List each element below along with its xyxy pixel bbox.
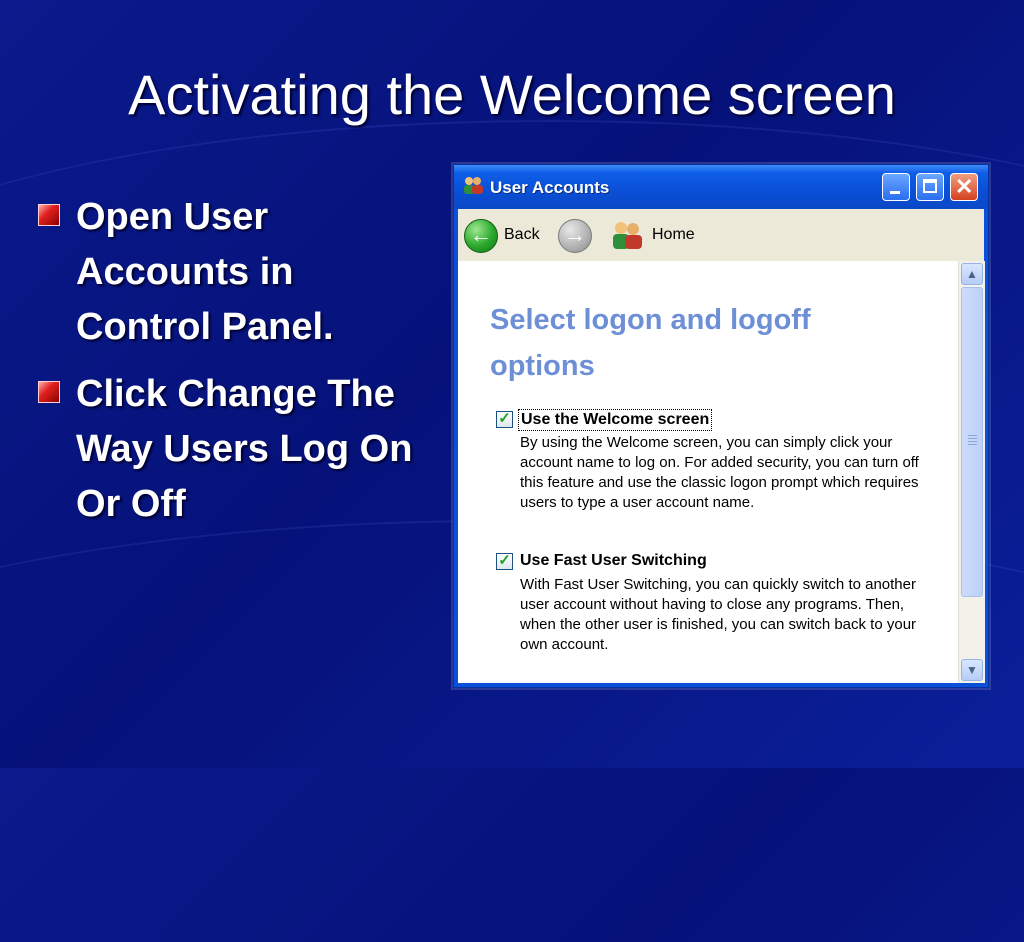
back-button-label[interactable]: Back xyxy=(504,226,540,243)
back-arrow-icon[interactable]: ← xyxy=(464,219,498,253)
fast-user-switching-label[interactable]: Use Fast User Switching xyxy=(520,552,707,569)
home-users-icon[interactable] xyxy=(610,219,644,251)
window-title: User Accounts xyxy=(490,178,610,197)
page-heading xyxy=(490,297,910,389)
bullet-text: Open User Accounts in Control Panel. xyxy=(76,196,334,348)
welcome-screen-checkbox[interactable]: ✓ xyxy=(496,411,513,428)
close-button[interactable] xyxy=(950,173,978,201)
maximize-icon xyxy=(923,179,937,193)
maximize-button[interactable] xyxy=(916,173,944,201)
scroll-thumb[interactable] xyxy=(961,287,983,597)
window-content xyxy=(458,261,958,683)
user-accounts-icon xyxy=(462,175,484,195)
home-button-label[interactable]: Home xyxy=(652,226,695,243)
window-toolbar xyxy=(458,209,984,262)
bullet-text: Click Change The Way Users Log On Or Off xyxy=(76,373,413,525)
bullet-square-icon xyxy=(38,381,60,403)
welcome-screen-label[interactable]: Use the Welcome screen xyxy=(518,409,712,431)
minimize-icon xyxy=(890,191,900,194)
bullet-square-icon xyxy=(38,204,60,226)
bullet-item xyxy=(38,367,438,532)
vertical-scrollbar[interactable] xyxy=(958,261,985,683)
bullet-list xyxy=(38,190,438,544)
minimize-button[interactable] xyxy=(882,173,910,201)
window-titlebar[interactable] xyxy=(454,165,988,209)
page-heading-line1: Select logon and logoff xyxy=(490,304,811,336)
scroll-down-icon[interactable]: ▼ xyxy=(961,659,983,681)
bullet-item xyxy=(38,190,438,355)
slide-title: Activating the Welcome screen xyxy=(128,63,896,126)
forward-arrow-icon[interactable]: → xyxy=(558,219,592,253)
welcome-screen-description: By using the Welcome screen, you can simply click your account name to log on. For added security, you can turn off this feature and use the classic logon prompt which requires users to type a user account name. xyxy=(520,434,919,511)
user-accounts-window xyxy=(453,164,989,688)
page-heading-line2: options xyxy=(490,350,595,382)
fast-user-switching-description: With Fast User Switching, you can quickly switch to another user account without having to close any programs. Then, when the other user is finished, you can switch back to your own account. xyxy=(520,576,917,653)
scroll-up-icon[interactable]: ▲ xyxy=(961,263,983,285)
fast-user-switching-checkbox[interactable]: ✓ xyxy=(496,553,513,570)
close-icon: ✕ xyxy=(955,174,974,199)
